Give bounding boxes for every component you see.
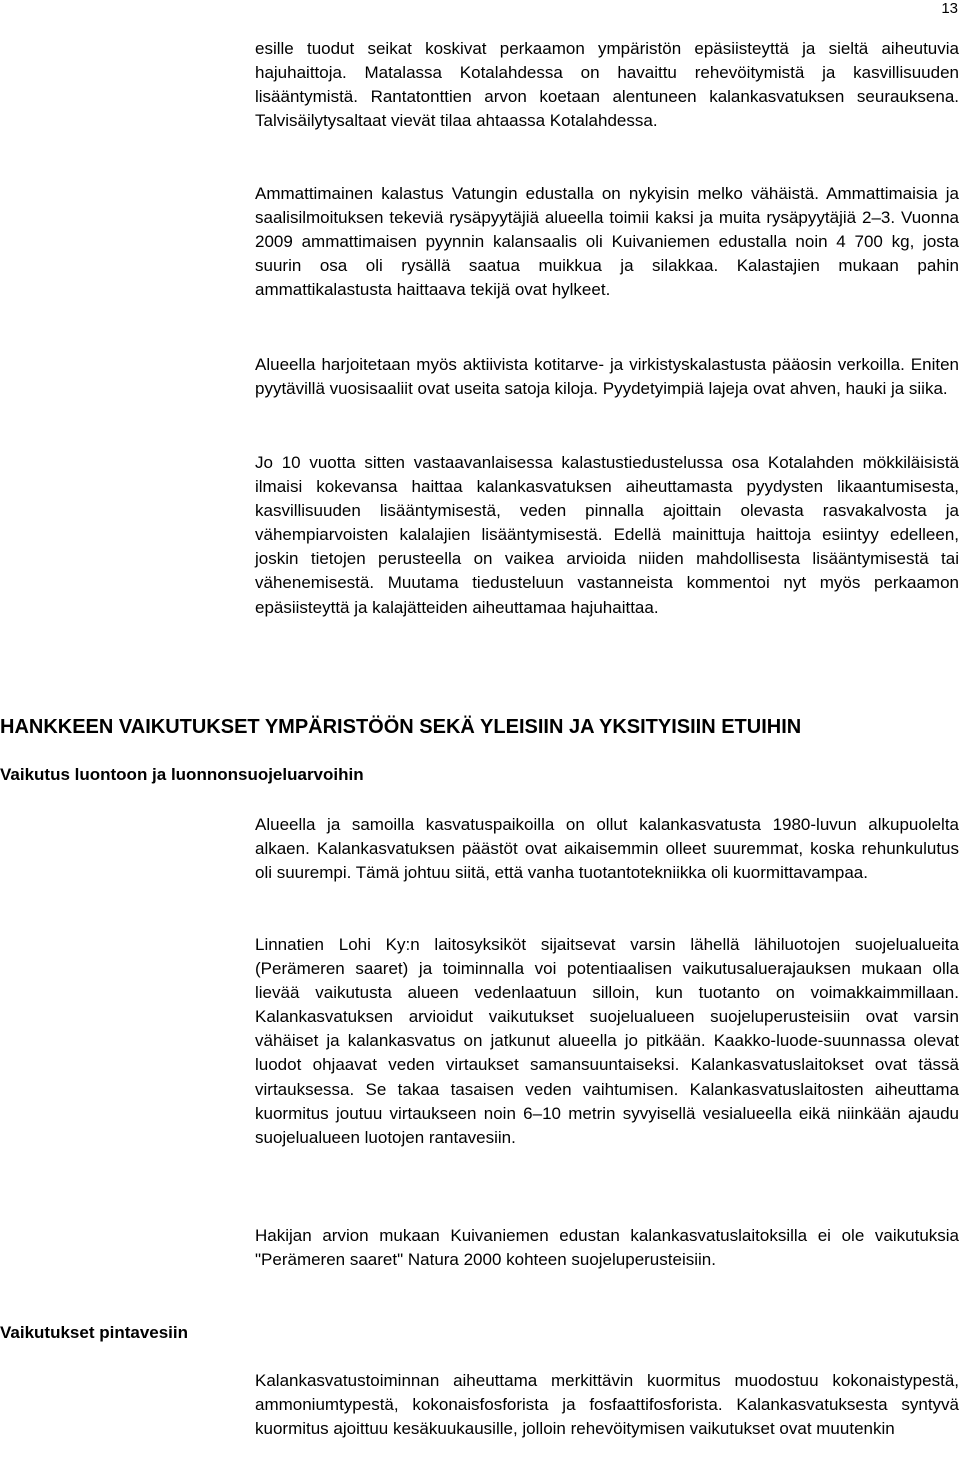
paragraph-text: Kalankasvatustoiminnan aiheuttama merkittävin kuormitus muodostuu kokonaistypestä, ammoniumtypestä, kokonaisfosforista ja fosfaattifosforista. Kalankasvatuksesta syntyvä kuormitus ajoittuu kesäkuukausille, jolloin rehevöitymisen vaikutukset ovat muutenkin [255, 1371, 959, 1439]
paragraph-text: Alueella ja samoilla kasvatuspaikoilla on ollut kalankasvatusta 1980-luvun alkupuolelta alkaen. Kalankasvatuksen päästöt ovat aikaisemmin olleet suuremmat, koska rehunkulutus oli suurempi. Tämä johtuu siitä, että vanha tuotantotekniikka oli kuormittavampaa. [255, 815, 959, 883]
paragraph-text: Jo 10 vuotta sitten vastaavanlaisessa kalastustiedustelussa osa Kotalahden mökkiläisistä ilmaisi kokevansa haittaa kalankasvatuksen aiheuttamasta pyydysten likaantumisesta, kasvillisuuden lisääntymisestä, veden pinnalla ajoittain olevasta rasvakalvosta ja vähempiarvoisten kalalajien lisääntymisestä. Edellä mainittuja haittoja esiintyy edelleen, joskin tietojen perusteella on vaikea arvioida niiden mahdollisesta lisääntymisestä tai vähenemisestä. Muutama tiedusteluun vastanneista kommentoi nyt myös perkaamon epäsiisteyttä ja kalajätteiden aiheuttamaa hajuhaittaa. [255, 453, 959, 617]
section-heading-nature: Vaikutus luontoon ja luonnonsuojeluarvoihin [0, 765, 364, 784]
paragraph-text: Hakijan arvion mukaan Kuivaniemen edustan kalankasvatuslaitoksilla ei ole vaikutuksia "Perämeren saaret" Natura 2000 kohteen suojeluperusteisiin. [255, 1226, 959, 1270]
page-number: 13 [941, 0, 958, 17]
intro-paragraph-1 [255, 37, 959, 133]
water-paragraph-1 [255, 1369, 959, 1441]
intro-paragraph-4 [255, 451, 959, 620]
nature-paragraph-3 [255, 1224, 959, 1272]
paragraph-text: Linnatien Lohi Ky:n laitosyksiköt sijaitsevat varsin lähellä lähiluotojen suojelualueita (Perämeren saaret) ja toiminnalla voi potentiaalisen vaikutusaluerajauksen mukaan olla lievää vaikutusta alueen vedenlaatuun silloin, kun tuotanto on voimakkaimmillaan. Kalankasvatuksen arvioidut vaikutukset suojelualueen suojeluperusteisiin ovat varsin vähäiset ja kalankasvatus on jatkunut alueella jo pitkään. Kaakko-luode-suunnassa olevat luodot ohjaavat veden virtaukset samansuuntaiseksi. Kalankasvatuslaitokset ovat tässä virtauksessa. Se takaa tasaisen veden vaihtumisen. Kalankasvatuslaitosten aiheuttama kuormitus joutuu virtaukseen noin 6–10 metrin syvyisellä vesialueella eikä niinkään ajaudu suojelualueen luotojen rantavesiin. [255, 935, 959, 1147]
main-heading: HANKKEEN VAIKUTUKSET YMPÄRISTÖÖN SEKÄ YLEISIIN JA YKSITYISIIN ETUIHIN [0, 716, 802, 738]
nature-paragraph-1 [255, 813, 959, 885]
paragraph-text: Ammattimainen kalastus Vatungin edustalla on nykyisin melko vähäistä. Ammattimaisia ja saalisilmoituksen tekeviä rysäpyytäjiä alueella toimii kaksi ja muita rysäpyytäjiä 2–3. Vuonna 2009 ammattimaisen pyynnin kalansaalis oli Kuivaniemen edustalla noin 4 700 kg, josta suurin osa oli rysällä saatua muikkua ja silakkaa. Kalastajien mukaan pahin ammattikalastusta haittaava tekijä ovat hylkeet. [255, 184, 959, 300]
section-heading-water: Vaikutukset pintavesiin [0, 1323, 189, 1342]
intro-paragraph-2 [255, 182, 959, 302]
paragraph-text: esille tuodut seikat koskivat perkaamon ympäristön epäsiisteyttä ja sieltä aiheutuvia hajuhaittoja. Matalassa Kotalahdessa on havaittu rehevöitymistä ja kasvillisuuden lisääntymistä. Rantatonttien arvon koetaan alentuneen kalankasvatuksen seurauksena. Talvisäilytysaltaat vievät tilaa ahtaassa Kotalahdessa. [255, 39, 959, 131]
nature-paragraph-2 [255, 933, 959, 1150]
paragraph-text: Alueella harjoitetaan myös aktiivista kotitarve- ja virkistyskalastusta pääosin verkoilla. Eniten pyytävillä vuosisaaliit ovat useita satoja kiloja. Pyydetyimpiä lajeja ovat ahven, hauki ja siika. [255, 355, 959, 399]
intro-paragraph-3 [255, 353, 959, 401]
